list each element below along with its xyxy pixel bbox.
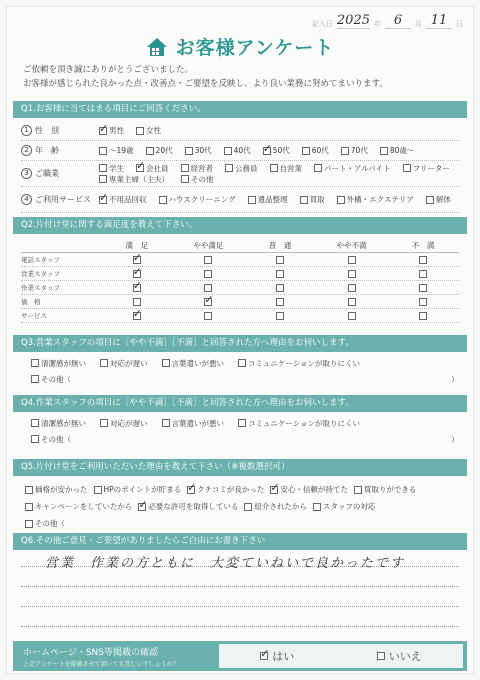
q3-option[interactable]: 対応が遅い (100, 358, 148, 369)
checkbox[interactable] (419, 298, 427, 306)
q4-option[interactable]: コミュニケーションが取りにくい (238, 418, 360, 429)
q1-row-age (21, 141, 459, 161)
checkbox[interactable] (25, 520, 33, 528)
checkbox[interactable] (348, 270, 356, 278)
satisfaction-cell (101, 298, 173, 306)
q6-heading: Q6.その他ご意見・ご要望がありましたらご自由にお書き下さい (13, 533, 467, 550)
q3-option[interactable]: コミュニケーションが取りにくい (238, 358, 360, 369)
checkbox[interactable] (314, 164, 322, 172)
checkbox[interactable] (159, 196, 167, 204)
satisfaction-header (21, 239, 459, 253)
q2-heading: Q2.片付け堂に関する満足度を教えて下さい。 (13, 217, 467, 234)
checkbox[interactable] (300, 196, 308, 204)
q3-option-line (31, 355, 459, 371)
checkbox[interactable] (146, 147, 154, 155)
month-label: 月 (415, 20, 422, 28)
survey-sheet (6, 6, 474, 674)
intro-line: ご依頼を頂き誠にありがとうございました。 (23, 65, 194, 75)
checkbox[interactable] (31, 375, 39, 383)
checkbox[interactable] (419, 270, 427, 278)
satisfaction-cell (387, 312, 459, 320)
q1-option[interactable]: 70代 (341, 145, 368, 156)
day-label: 日 (456, 20, 463, 28)
col-header: やや満足 (193, 241, 224, 250)
q4-option[interactable]: 言葉遣いが悪い (162, 418, 225, 429)
q5-option[interactable]: キャンペーンをしていたから (25, 501, 132, 512)
q5-other-line (25, 515, 459, 532)
checkbox[interactable] (248, 196, 256, 204)
year-label: 年 (374, 20, 381, 28)
q3-other-line (31, 371, 459, 387)
checkbox[interactable] (260, 652, 268, 660)
checkbox[interactable] (224, 147, 232, 155)
checkbox[interactable] (244, 503, 252, 511)
satisfaction-cell (244, 256, 316, 264)
q1-option[interactable]: ハウスクリーニング (159, 194, 236, 205)
checkbox[interactable] (403, 164, 411, 172)
answer-line (21, 607, 459, 627)
entry-date (312, 13, 463, 29)
q1-option[interactable]: 遺品整理 (248, 194, 288, 205)
q1-option[interactable]: 40代 (224, 145, 251, 156)
checkbox[interactable] (419, 284, 427, 292)
q1-option[interactable]: 30代 (185, 145, 212, 156)
checkbox[interactable] (276, 312, 284, 320)
satisfaction-row (21, 253, 459, 267)
q1-option[interactable]: 公務員 (225, 163, 258, 174)
checkbox[interactable] (348, 256, 356, 264)
q4-heading: Q4.作業スタッフの項目に［やや不満］［不満］と回答された方へ理由をお伺いします。 (13, 395, 467, 412)
checkbox[interactable] (99, 175, 107, 183)
checkbox[interactable] (31, 359, 39, 367)
q5-option[interactable]: HPのポイントが貯まる (94, 484, 182, 495)
satisfaction-row (21, 309, 459, 323)
q1-row-label: 1 性 別 (21, 125, 99, 136)
q5-option[interactable]: 紹介されたから (244, 501, 307, 512)
row-number: 2 (21, 145, 32, 156)
checkbox[interactable] (94, 486, 102, 494)
satisfaction-row (21, 281, 459, 295)
satisfaction-cell (173, 284, 245, 292)
satisfaction-row-label: 営業スタッフ (21, 270, 60, 278)
satisfaction-table (21, 239, 459, 323)
survey-title-text: お客様アンケート (175, 37, 335, 59)
col-header: やや不満 (336, 241, 367, 250)
q5-option[interactable]: ✓ 安心・信頼が持てた (270, 484, 348, 495)
checkbox[interactable] (99, 196, 107, 204)
satisfaction-cell (387, 256, 459, 264)
q1-option[interactable]: フリーター (403, 163, 450, 174)
satisfaction-row-label: サービス (21, 312, 47, 320)
q4-paren-close: ） (451, 434, 459, 444)
q6-answer-text[interactable]: 営業 作業の方ともに 大変ていねいで良かったです (45, 556, 406, 571)
service-options (99, 194, 459, 205)
satisfaction-row-label: 作業スタッフ (21, 284, 60, 292)
q4-other-option[interactable]: その他（ (31, 434, 71, 445)
checkbox[interactable] (162, 419, 170, 427)
checkbox[interactable] (419, 256, 427, 264)
satisfaction-cell (387, 270, 459, 278)
q3-options (31, 355, 459, 387)
satisfaction-cell (101, 312, 173, 320)
checkbox[interactable] (100, 359, 108, 367)
q1-row-occupation (21, 161, 459, 187)
q5-option[interactable]: ✓ 必要な許可を取得している (138, 501, 238, 512)
checkbox[interactable] (348, 312, 356, 320)
checkbox[interactable] (181, 175, 189, 183)
satisfaction-cell (387, 298, 459, 306)
checkbox[interactable] (313, 503, 321, 511)
satisfaction-cell (173, 256, 245, 264)
checkbox[interactable] (133, 270, 141, 278)
checkbox[interactable] (263, 147, 271, 155)
checkbox[interactable] (138, 503, 146, 511)
q1-heading: Q1.お客様に当てはまる項目にご回答ください。 (13, 101, 467, 118)
checkbox[interactable] (276, 256, 284, 264)
q5-option-line (25, 498, 459, 515)
checkbox[interactable] (204, 312, 212, 320)
q1-option[interactable]: 外構・エクステリア (337, 194, 414, 205)
q3-option[interactable]: 言葉遣いが悪い (162, 358, 225, 369)
checkbox[interactable] (380, 147, 388, 155)
checkbox[interactable] (341, 147, 349, 155)
checkbox[interactable] (302, 147, 310, 155)
checkbox[interactable] (181, 164, 189, 172)
q5-heading: Q5.片付け堂をご利用いただいた理由を教えて下さい（※複数選択可） (13, 459, 467, 476)
q1-option[interactable]: 解体 (426, 194, 451, 205)
entry-date-label: 記入日 (311, 20, 333, 28)
satisfaction-cell (173, 270, 245, 278)
q4-options (31, 415, 459, 447)
consent-yes[interactable]: ✓ はい (260, 648, 294, 664)
checkbox[interactable] (187, 486, 195, 494)
publish-consent (13, 641, 467, 671)
q5-options (25, 481, 459, 532)
consent-title: ホームページ・SNS等掲載の確認 (23, 648, 158, 658)
q4-option[interactable]: 対応が遅い (100, 418, 148, 429)
gender-options (99, 125, 459, 136)
checkbox[interactable] (25, 486, 33, 494)
satisfaction-rows (21, 253, 459, 323)
checkbox[interactable] (25, 503, 33, 511)
q1-row-label: 3 ご職業 (21, 168, 99, 179)
checkbox[interactable] (162, 359, 170, 367)
checkbox[interactable] (270, 164, 278, 172)
q3-paren-close: ） (451, 374, 459, 384)
entry-month: 6 (385, 13, 411, 29)
q4-option-line (31, 415, 459, 431)
consent-subtitle: 上記アンケートを掲載させて頂いても宜しいでしょうか？ (23, 661, 179, 668)
satisfaction-cell (173, 312, 245, 320)
col-header: 満 足 (125, 241, 149, 250)
q5-option[interactable]: ✓ クチコミが良かった (187, 484, 264, 495)
intro-text (23, 63, 388, 91)
q1-option[interactable]: ✓ 50代 (263, 145, 290, 156)
satisfaction-cell (244, 298, 316, 306)
checkbox[interactable] (204, 298, 212, 306)
satisfaction-cell (101, 256, 173, 264)
intro-line: お客様が感じられた良かった点・改善点・ご要望を反映し、より良い業務に努めてまいります。 (23, 79, 388, 89)
q1-option[interactable]: その他 (181, 174, 214, 185)
q3-other-option[interactable]: その他（ (31, 374, 71, 385)
q3-option[interactable]: 清潔感が無い (31, 358, 86, 369)
q1-option[interactable]: 20代 (146, 145, 173, 156)
q3-heading: Q3.営業スタッフの項目に［やや不満］［不満］と回答された方へ理由をお伺いします。 (13, 335, 467, 352)
q1-option[interactable]: 専業主婦（主夫） (99, 174, 169, 185)
checkbox[interactable] (136, 164, 144, 172)
checkbox[interactable] (276, 270, 284, 278)
checkbox[interactable] (377, 652, 385, 660)
occupation-options (99, 163, 459, 185)
header (7, 33, 473, 61)
checkbox[interactable] (133, 298, 141, 306)
q1-row-label: 2 年 齢 (21, 145, 99, 156)
satisfaction-row (21, 267, 459, 281)
satisfaction-cell (101, 270, 173, 278)
checkbox[interactable] (185, 147, 193, 155)
checkbox[interactable] (270, 486, 278, 494)
satisfaction-row-label: 電話スタッフ (21, 256, 60, 264)
checkbox[interactable] (276, 284, 284, 292)
q1-option[interactable]: 経営者 (181, 163, 214, 174)
checkbox[interactable] (204, 256, 212, 264)
q1-table (21, 121, 459, 213)
satisfaction-row (21, 295, 459, 309)
checkbox[interactable] (133, 256, 141, 264)
survey-title (146, 33, 335, 60)
satisfaction-cell (316, 284, 388, 292)
consent-no[interactable]: いいえ (377, 648, 422, 664)
col-header: 不 満 (411, 241, 435, 250)
q1-option[interactable]: ✓ 男性 (99, 125, 124, 136)
q1-option[interactable]: 80歳～ (380, 145, 415, 156)
q4-option[interactable]: 清潔感が無い (31, 418, 86, 429)
row-number: 1 (21, 125, 32, 136)
q1-option[interactable]: 女性 (136, 125, 161, 136)
satisfaction-cell (244, 270, 316, 278)
checkbox[interactable] (238, 419, 246, 427)
checkbox[interactable] (99, 147, 107, 155)
q5-option[interactable]: 買取りができる (354, 484, 417, 495)
checkbox[interactable] (133, 312, 141, 320)
q1-option[interactable]: 60代 (302, 145, 329, 156)
satisfaction-row-label: 価 格 (21, 298, 41, 306)
checkbox[interactable] (100, 419, 108, 427)
col-header: 普 通 (268, 241, 292, 250)
checkbox[interactable] (99, 164, 107, 172)
checkbox[interactable] (426, 196, 434, 204)
checkbox[interactable] (354, 486, 362, 494)
checkbox[interactable] (136, 127, 144, 135)
satisfaction-cell (101, 284, 173, 292)
checkbox[interactable] (31, 435, 39, 443)
q1-row-label: 4 ご利用サービス (21, 194, 99, 205)
satisfaction-cell (173, 298, 245, 306)
checkbox[interactable] (419, 312, 427, 320)
satisfaction-cell (316, 270, 388, 278)
checkbox[interactable] (204, 284, 212, 292)
q4-other-line (31, 431, 459, 447)
answer-line (21, 587, 459, 607)
row-number: 4 (21, 194, 32, 205)
q1-option[interactable]: 学生 (99, 163, 124, 174)
q1-option[interactable]: ✓ 不用品回収 (99, 194, 147, 205)
q1-option[interactable]: ✓ 会社員 (136, 163, 169, 174)
q1-option[interactable]: ～19歳 (99, 145, 134, 156)
satisfaction-cell (316, 256, 388, 264)
age-options (99, 145, 459, 156)
checkbox[interactable] (276, 298, 284, 306)
q1-option[interactable]: パート・アルバイト (314, 163, 391, 174)
checkbox[interactable] (133, 284, 141, 292)
q1-option[interactable]: 自営業 (270, 163, 303, 174)
q5-option[interactable]: 価格が安かった (25, 484, 88, 495)
checkbox[interactable] (337, 196, 345, 204)
checkbox[interactable] (348, 298, 356, 306)
checkbox[interactable] (238, 359, 246, 367)
q5-option[interactable]: スタッフの対応 (313, 501, 376, 512)
checkbox[interactable] (225, 164, 233, 172)
checkbox[interactable] (348, 284, 356, 292)
checkbox[interactable] (31, 419, 39, 427)
entry-day: 11 (426, 13, 452, 29)
house-icon (146, 37, 168, 57)
satisfaction-cell (387, 284, 459, 292)
row-number: 3 (21, 168, 32, 179)
checkbox[interactable] (99, 127, 107, 135)
entry-year: 2025 (336, 13, 370, 28)
q5-other-option[interactable]: その他（ (25, 518, 65, 529)
satisfaction-cell (316, 298, 388, 306)
satisfaction-cell (244, 284, 316, 292)
q1-option[interactable]: 買取 (300, 194, 325, 205)
satisfaction-cell (316, 312, 388, 320)
q5-option-line (25, 481, 459, 498)
checkbox[interactable] (204, 270, 212, 278)
satisfaction-cell (244, 312, 316, 320)
q1-row-service (21, 187, 459, 213)
q1-row-gender (21, 121, 459, 141)
consent-choices (219, 644, 463, 668)
